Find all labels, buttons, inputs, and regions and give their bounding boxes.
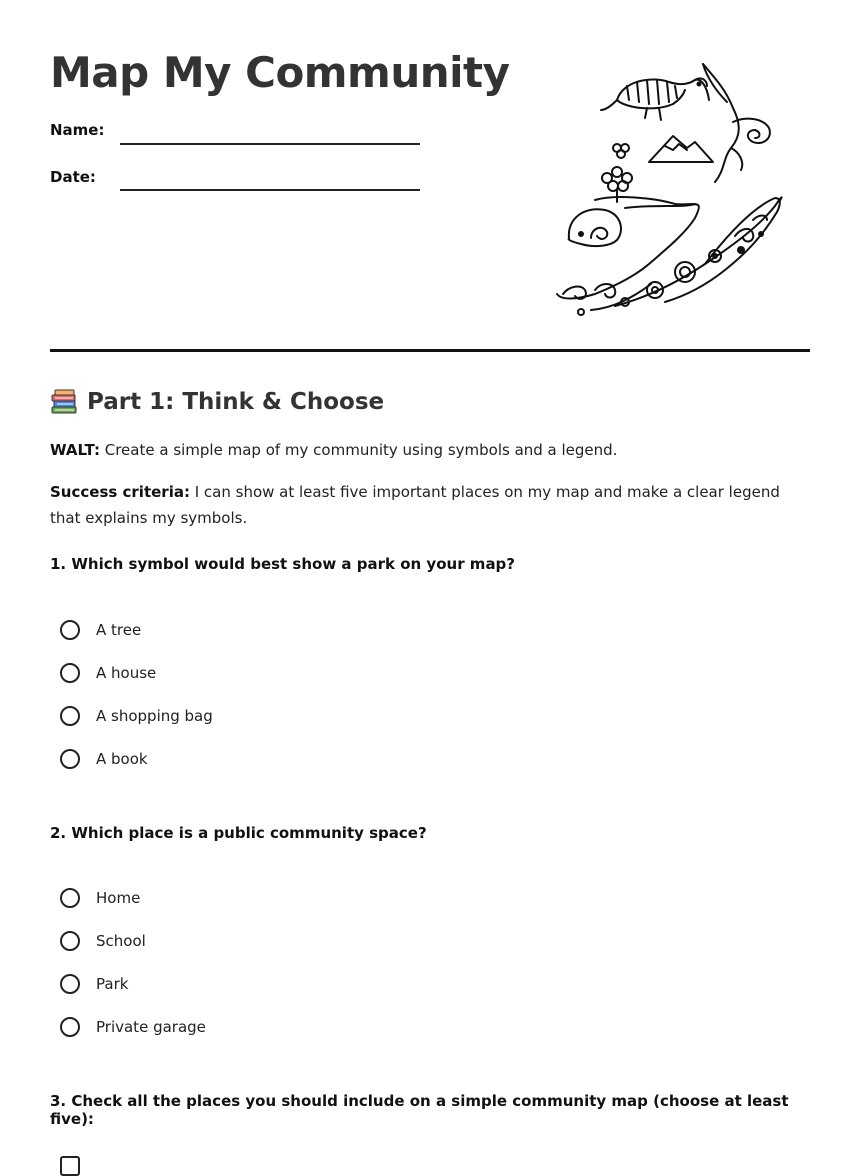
name-label: Name: — [50, 121, 105, 139]
mountain-icon — [649, 136, 713, 162]
question-3: 3. Check all the places you should include on a simple community map (choose at least five): — [50, 1092, 789, 1128]
radio-button[interactable] — [60, 706, 80, 726]
q2-option-a[interactable] — [60, 888, 140, 908]
worksheet-page — [50, 0, 810, 1161]
option-label: A shopping bag — [96, 707, 213, 725]
name-line[interactable] — [120, 143, 420, 145]
option-label: Private garage — [96, 1018, 206, 1036]
option-label: Home — [96, 889, 141, 907]
q2-option-d[interactable] — [60, 1017, 206, 1037]
radio-button[interactable] — [60, 974, 80, 994]
option-label: A book — [96, 750, 148, 768]
date-label: Date: — [50, 168, 96, 186]
q1-option-a[interactable] — [60, 620, 141, 640]
q1-option-c[interactable] — [60, 706, 213, 726]
radio-button[interactable] — [60, 620, 80, 640]
success-criteria-paragraph — [50, 479, 810, 531]
option-label: Park — [96, 975, 129, 993]
question-2: 2. Which place is a public community space? — [50, 824, 427, 842]
part-1-heading-text: Part 1: Think & Choose — [87, 389, 385, 415]
radio-button[interactable] — [60, 1017, 80, 1037]
page-title: Map My Community — [50, 48, 510, 97]
option-label: School — [96, 932, 146, 950]
radio-button[interactable] — [60, 663, 80, 683]
question-1: 1. Which symbol would best show a park on your map? — [50, 555, 515, 573]
q2-option-b[interactable] — [60, 931, 146, 951]
success-criteria-text: I can show at least five important places on my map and make a clear legend that explains my symbols. — [50, 483, 780, 527]
books-icon — [50, 388, 78, 416]
radio-button[interactable] — [60, 888, 80, 908]
q2-option-c[interactable] — [60, 974, 128, 994]
kiwi-icon — [601, 78, 709, 120]
new-zealand-map-illustration — [555, 58, 790, 316]
checkbox[interactable] — [60, 1156, 80, 1176]
q1-option-d[interactable] — [60, 749, 148, 769]
walt-text: Create a simple map of my community using symbols and a legend. — [104, 441, 618, 459]
radio-button[interactable] — [60, 931, 80, 951]
date-line[interactable] — [120, 189, 420, 191]
option-label: A house — [96, 664, 157, 682]
radio-button[interactable] — [60, 749, 80, 769]
part-1-heading — [50, 388, 384, 416]
koru-icon — [569, 209, 621, 246]
option-label: A tree — [96, 621, 142, 639]
q1-option-b[interactable] — [60, 663, 156, 683]
success-criteria-label: Success criteria: — [50, 483, 190, 501]
walt-paragraph — [50, 437, 810, 463]
walt-label: WALT: — [50, 441, 100, 459]
header-divider — [50, 349, 810, 352]
tree-icon — [602, 144, 632, 202]
